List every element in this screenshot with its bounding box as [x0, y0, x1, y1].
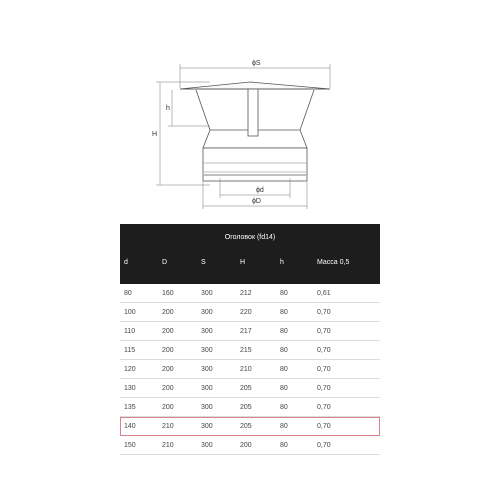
table-row — [120, 436, 380, 455]
table-cell: 300 — [201, 404, 213, 411]
table-header — [120, 224, 380, 284]
table-row — [120, 341, 380, 360]
table-cell: 130 — [124, 385, 136, 392]
table-cell: 80 — [280, 423, 288, 430]
label-D: ϕD — [252, 198, 261, 205]
table-body — [120, 284, 380, 455]
table-cell: 200 — [162, 385, 174, 392]
label-S: ϕS — [252, 60, 261, 67]
table-row — [120, 284, 380, 303]
spec-table — [120, 224, 380, 455]
chimney-cap-drawing — [0, 0, 500, 215]
table-cell: 210 — [162, 423, 174, 430]
table-row — [120, 322, 380, 341]
table-cell: 205 — [240, 423, 252, 430]
table-cell: 0,70 — [317, 328, 331, 335]
table-cell: 205 — [240, 385, 252, 392]
table-cell: 120 — [124, 366, 136, 373]
table-cell: 212 — [240, 290, 252, 297]
column-header: S — [201, 259, 206, 266]
table-cell: 300 — [201, 347, 213, 354]
label-d: ϕd — [256, 187, 264, 194]
table-cell: 200 — [162, 309, 174, 316]
table-row — [120, 417, 380, 436]
table-cell: 0,70 — [317, 423, 331, 430]
table-cell: 300 — [201, 423, 213, 430]
table-cell: 0,61 — [317, 290, 331, 297]
cap-roof — [180, 82, 330, 89]
table-cell: 160 — [162, 290, 174, 297]
center-stem — [248, 89, 258, 136]
table-cell: 205 — [240, 404, 252, 411]
table-cell: 0,70 — [317, 366, 331, 373]
table-title: Оголовок (fd14) — [224, 234, 276, 241]
table-cell: 210 — [240, 366, 252, 373]
table-cell: 80 — [280, 328, 288, 335]
table-cell: 0,70 — [317, 442, 331, 449]
table-cell: 80 — [280, 366, 288, 373]
table-cell: 300 — [201, 290, 213, 297]
table-cell: 110 — [124, 328, 136, 335]
column-header: H — [240, 259, 246, 266]
label-h: h — [166, 105, 170, 112]
table-cell: 0,70 — [317, 385, 331, 392]
table-cell: 80 — [280, 442, 288, 449]
table-cell: 220 — [240, 309, 252, 316]
table-cell: 300 — [201, 442, 213, 449]
table-cell: 80 — [280, 347, 288, 354]
table-cell: 0,70 — [317, 347, 331, 354]
table-row — [120, 303, 380, 322]
table-cell: 300 — [201, 385, 213, 392]
table-cell: 200 — [162, 404, 174, 411]
column-header: d — [124, 259, 128, 266]
table-cell: 140 — [124, 423, 136, 430]
table-cell: 0,70 — [317, 404, 331, 411]
table-cell: 300 — [201, 328, 213, 335]
table-cell: 115 — [124, 347, 136, 354]
column-header-row — [120, 259, 380, 271]
table-cell: 80 — [280, 404, 288, 411]
table-cell: 135 — [124, 404, 136, 411]
table-cell: 200 — [162, 366, 174, 373]
table-cell: 80 — [280, 309, 288, 316]
table-cell: 100 — [124, 309, 136, 316]
column-header: h — [280, 259, 284, 266]
table-cell: 80 — [124, 290, 132, 297]
label-H: H — [152, 131, 158, 138]
table-cell: 200 — [162, 347, 174, 354]
table-cell: 150 — [124, 442, 136, 449]
table-cell: 80 — [280, 385, 288, 392]
table-row — [120, 379, 380, 398]
table-cell: 215 — [240, 347, 252, 354]
table-cell: 217 — [240, 328, 252, 335]
table-cell: 200 — [240, 442, 252, 449]
table-cell: 80 — [280, 290, 288, 297]
column-header: D — [162, 259, 168, 266]
column-header: Масса 0,5 — [317, 259, 350, 266]
pipe-body — [203, 148, 307, 181]
table-cell: 200 — [162, 328, 174, 335]
table-cell: 300 — [201, 366, 213, 373]
table-cell: 0,70 — [317, 309, 331, 316]
table-row — [120, 398, 380, 417]
table-cell: 210 — [162, 442, 174, 449]
table-cell: 300 — [201, 309, 213, 316]
table-row — [120, 360, 380, 379]
